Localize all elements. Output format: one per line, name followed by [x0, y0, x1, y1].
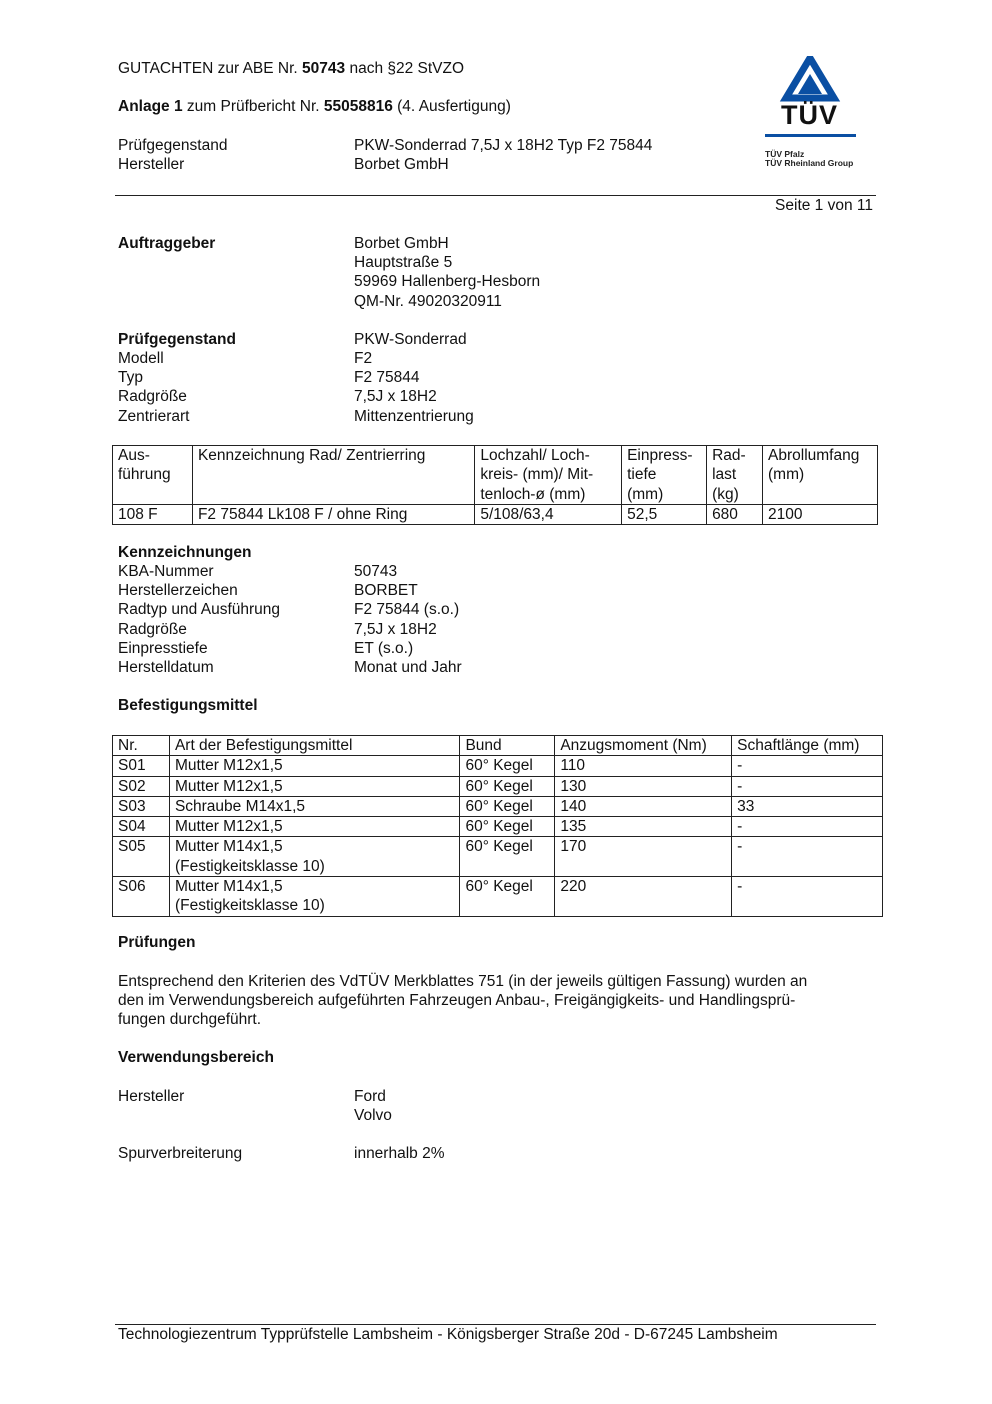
header-cell: Anzugsmoment (Nm) — [555, 736, 732, 756]
logo-sub-2: TÜV Rheinland Group — [765, 158, 854, 168]
table-cell: Mutter M14x1,5 (Festigkeitsklasse 10) — [169, 837, 460, 877]
table-cell: Mutter M12x1,5 — [169, 776, 460, 796]
table-cell: 680 — [707, 504, 763, 524]
header-cell: Einpress- tiefe (mm) — [622, 446, 707, 505]
befestigung-table — [112, 735, 883, 917]
header-cell: Nr. — [113, 736, 170, 756]
header-value-hersteller: Borbet GmbH — [354, 156, 449, 173]
header-label-pruefgegenstand: Prüfgegenstand — [118, 137, 228, 154]
kennz-label: Herstelldatum — [118, 659, 214, 676]
zentrierart-label: Zentrierart — [118, 408, 190, 425]
table-cell: 130 — [555, 776, 732, 796]
header-line-2 — [118, 97, 511, 116]
table-cell: 60° Kegel — [460, 877, 555, 917]
header-cell: Schaftlänge (mm) — [732, 736, 883, 756]
header-label-hersteller: Hersteller — [118, 156, 185, 173]
table-cell: S05 — [113, 837, 170, 877]
pruefungen-text: Entsprechend den Kriterien des VdTÜV Merkblattes 751 (in der jeweils gültigen Fassung) wurden an — [118, 973, 808, 990]
kennz-value: BORBET — [354, 582, 418, 599]
table-row — [113, 796, 883, 816]
table-cell: - — [732, 837, 883, 877]
pruefungen-text: fungen durchgeführt. — [118, 1011, 262, 1028]
footer-text: Technologiezentrum Typprüfstelle Lambsheim - Königsberger Straße 20d - D-67245 Lambsheim — [118, 1326, 778, 1343]
header-cell: Abrollumfang (mm) — [763, 446, 878, 505]
auftraggeber-label: Auftraggeber — [118, 235, 216, 252]
page-number: Seite 1 von 11 — [775, 197, 873, 214]
kennz-label: Einpresstiefe — [118, 640, 208, 657]
table-cell: S04 — [113, 817, 170, 837]
kennz-label: Radtyp und Ausführung — [118, 601, 281, 618]
abe-number: 50743 — [302, 60, 346, 77]
table-cell: 2100 — [763, 504, 878, 524]
header-line-1-prefix: GUTACHTEN zur ABE Nr. — [118, 60, 303, 77]
table-cell: 140 — [555, 796, 732, 816]
verwendungsbereich-title: Verwendungsbereich — [118, 1049, 274, 1066]
kennz-label: KBA-Nummer — [118, 563, 214, 580]
table-cell: Mutter M12x1,5 — [169, 817, 460, 837]
kennz-value: Monat und Jahr — [354, 659, 462, 676]
table-cell: Mutter M12x1,5 — [169, 756, 460, 776]
radgroesse-value: 7,5J x 18H2 — [354, 388, 437, 405]
modell-value: F2 — [354, 350, 373, 367]
verw-hersteller-value: Volvo — [354, 1107, 392, 1124]
pruefgegenstand-label: Prüfgegenstand — [118, 331, 236, 348]
table-row — [113, 776, 883, 796]
header-line-1 — [118, 59, 464, 78]
table-cell: 52,5 — [622, 504, 707, 524]
pruefgegenstand-value: PKW-Sonderrad — [354, 331, 467, 348]
befestigung-title: Befestigungsmittel — [118, 697, 258, 714]
auftraggeber-line: Borbet GmbH — [354, 235, 449, 252]
table-cell: 108 F — [113, 504, 193, 524]
kennz-value: F2 75844 (s.o.) — [354, 601, 460, 618]
anlage-label: Anlage 1 — [118, 98, 183, 115]
table-cell: - — [732, 817, 883, 837]
header-value-pruefgegenstand: PKW-Sonderrad 7,5J x 18H2 Typ F2 75844 — [354, 137, 653, 154]
table-cell: F2 75844 Lk108 F / ohne Ring — [192, 504, 474, 524]
tuev-logo — [760, 56, 860, 174]
pruefungen-text: den im Verwendungsbereich aufgeführten Fahrzeugen Anbau-, Freigängigkeits- und Handlingsprü- — [118, 992, 796, 1009]
table-row — [113, 504, 878, 524]
table-cell: S03 — [113, 796, 170, 816]
table-cell: 220 — [555, 877, 732, 917]
header-divider — [115, 195, 876, 196]
header-cell: Aus- führung — [113, 446, 193, 505]
wheel-table — [112, 445, 878, 525]
auftraggeber-line: 59969 Hallenberg-Hesborn — [354, 273, 541, 290]
kennzeichnungen-title: Kennzeichnungen — [118, 544, 252, 561]
table-cell: Schraube M14x1,5 — [169, 796, 460, 816]
table-cell: 60° Kegel — [460, 796, 555, 816]
table-row — [113, 756, 883, 776]
table-cell: 110 — [555, 756, 732, 776]
verw-hersteller-value: Ford — [354, 1088, 386, 1105]
spurverbreiterung-value: innerhalb 2% — [354, 1145, 445, 1162]
header-line-2-mid: zum Prüfbericht Nr. — [182, 98, 324, 115]
table-cell: 135 — [555, 817, 732, 837]
pruefbericht-number: 55058816 — [323, 98, 393, 115]
verw-hersteller-label: Hersteller — [118, 1088, 185, 1105]
kennz-value: 7,5J x 18H2 — [354, 621, 437, 638]
kennz-label: Herstellerzeichen — [118, 582, 238, 599]
modell-label: Modell — [118, 350, 164, 367]
header-cell: Art der Befestigungsmittel — [169, 736, 460, 756]
table-cell: - — [732, 877, 883, 917]
typ-value: F2 75844 — [354, 369, 420, 386]
table-cell: S02 — [113, 776, 170, 796]
header-line-2-suffix: (4. Ausfertigung) — [392, 98, 511, 115]
logo-sub-1: TÜV Pfalz — [765, 149, 805, 159]
table-cell: S01 — [113, 756, 170, 776]
pruefungen-title: Prüfungen — [118, 934, 196, 951]
table-cell: - — [732, 756, 883, 776]
table-row — [113, 837, 883, 877]
typ-label: Typ — [118, 369, 143, 386]
radgroesse-label: Radgröße — [118, 388, 187, 405]
table-row — [113, 877, 883, 917]
table-cell: 5/108/63,4 — [475, 504, 622, 524]
kennz-label: Radgröße — [118, 621, 187, 638]
auftraggeber-line: QM-Nr. 49020320911 — [354, 293, 502, 310]
table-cell: 60° Kegel — [460, 776, 555, 796]
table-cell: 60° Kegel — [460, 837, 555, 877]
header-cell: Rad- last (kg) — [707, 446, 763, 505]
table-cell: 60° Kegel — [460, 817, 555, 837]
header-cell: Lochzahl/ Loch- kreis- (mm)/ Mit- tenloch-ø (mm) — [475, 446, 622, 505]
table-cell: - — [732, 776, 883, 796]
header-cell: Kennzeichnung Rad/ Zentrierring — [192, 446, 474, 505]
spurverbreiterung-label: Spurverbreiterung — [118, 1145, 243, 1162]
befestigung-header-row — [113, 736, 883, 756]
table-cell: 170 — [555, 837, 732, 877]
kennz-value: ET (s.o.) — [354, 640, 414, 657]
header-line-1-suffix: nach §22 StVZO — [345, 60, 465, 77]
logo-text: TÜV — [781, 100, 838, 130]
header-cell: Bund — [460, 736, 555, 756]
table-cell: 60° Kegel — [460, 756, 555, 776]
auftraggeber-line: Hauptstraße 5 — [354, 254, 453, 271]
table-row — [113, 817, 883, 837]
kennz-value: 50743 — [354, 563, 398, 580]
wheel-table-header-row — [113, 446, 878, 505]
table-cell: Mutter M14x1,5 (Festigkeitsklasse 10) — [169, 877, 460, 917]
table-cell: 33 — [732, 796, 883, 816]
table-cell: S06 — [113, 877, 170, 917]
zentrierart-value: Mittenzentrierung — [354, 408, 474, 425]
